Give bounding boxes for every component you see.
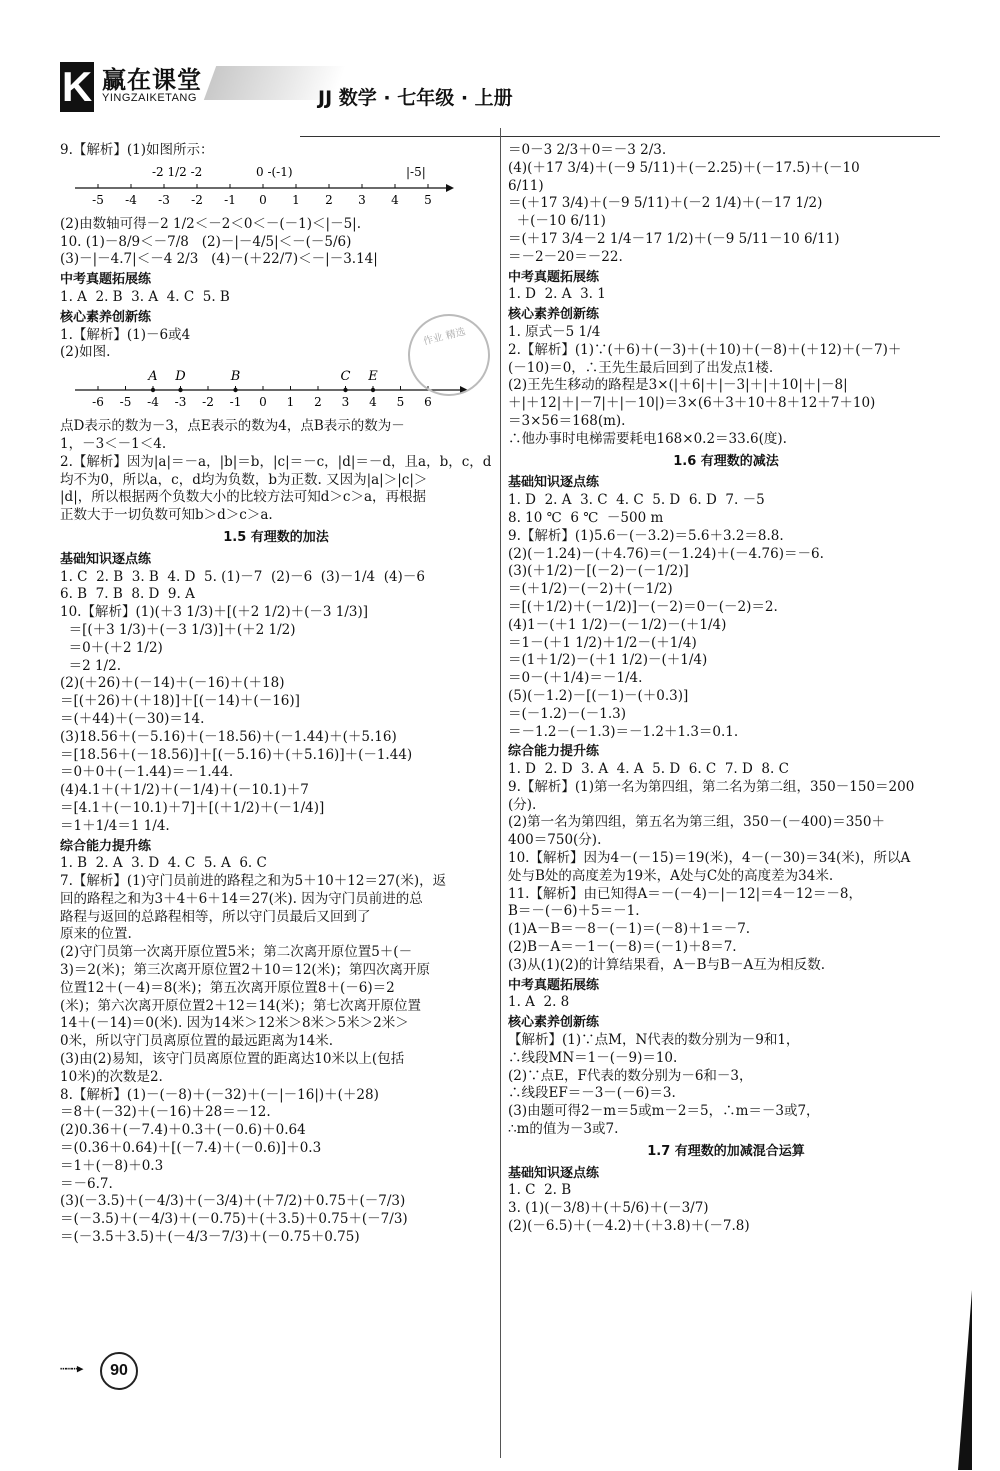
- answer-line: (1)A－B＝－8－(－1)＝(－8)＋1＝－7.: [508, 921, 751, 938]
- section-title: 综合能力提升练: [508, 744, 600, 760]
- answer-line: ＝[18.56＋(－18.56)]＋[(－5.16)＋(＋5.16)]＋(－1.44): [60, 746, 413, 763]
- logo-subtitle: YINGZAIKETANG: [102, 92, 197, 104]
- answer-line: (2)(＋26)＋(－14)＋(－16)＋(＋18): [60, 675, 285, 692]
- answer-line: ∴他办事时电梯需要耗电168×0.2＝33.6(度).: [508, 430, 787, 447]
- answer-line: ＝[4.1＋(－10.1)＋7]＋[(＋1/2)＋(－1/4)]: [60, 799, 325, 816]
- answer-line: 7.【解析】(1)守门员前进的路程之和为5＋10＋12＝27(米)，返: [60, 873, 447, 890]
- arrow-dots-icon: ⋯⋯⋯▶: [60, 1362, 83, 1375]
- answer-line: ＝0－3 2/3＋0＝－3 2/3.: [508, 142, 667, 158]
- answer-line: ＝2 1/2.: [60, 657, 121, 674]
- section-title: 基础知识逐点练: [508, 475, 600, 491]
- answer-line: ＝[(＋1/2)＋(－1/2)]－(－2)＝0－(－2)＝2.: [508, 598, 778, 615]
- section-title: 基础知识逐点练: [60, 551, 152, 567]
- point-label: D: [175, 369, 186, 385]
- answer-line: ＝[(＋26)＋(＋18)]＋[(－14)＋(－16)]: [60, 693, 300, 710]
- tick-label: 6: [424, 395, 432, 410]
- point-label: A: [148, 369, 158, 385]
- answer-line: (3)18.56＋(－5.16)＋(－18.56)＋(－1.44)＋(＋5.16): [60, 728, 397, 745]
- answer-line: 原来的位置.: [60, 926, 132, 943]
- answer-line: ∴线段EF＝－3－(－6)＝3.: [508, 1085, 676, 1102]
- tick-label: 0: [259, 192, 267, 207]
- answer-line: 回的路程之和为3＋4＋6＋14＝27(米). 因为守门员前进的总: [60, 890, 423, 907]
- answer-line: 9.【解析】(1)第一名为第四组，第二名为第二组，350－150＝200: [508, 778, 915, 795]
- number-line-1-svg: [60, 164, 480, 212]
- answer-line: (－10)＝0，∴王先生最后回到了出发点1楼.: [508, 359, 774, 376]
- answer-line: B＝－(－6)＋5＝－1.: [508, 903, 640, 920]
- answer-line: ＝1＋(－8)＋0.3: [60, 1157, 164, 1174]
- answer-line: 1. D 2. A 3. C 4. C 5. D 6. D 7. －5: [508, 492, 765, 509]
- tick-label: 3: [341, 395, 350, 410]
- answer-line: 8. 10 ℃ 6 ℃ －500 m: [508, 509, 664, 526]
- answer-line: 1. D 2. A 3. 1: [508, 286, 606, 303]
- answer-line: 6. B 7. B 8. D 9. A: [60, 586, 195, 603]
- answer-line: (2)如图.: [60, 344, 111, 361]
- answer-line: 1. C 2. B 3. B 4. D 5. (1)－7 (2)－6 (3)－1/4 (4)－6: [60, 568, 425, 585]
- numline1-label: -2 1/2 -2: [152, 164, 203, 179]
- answer-line: 3. (1)(－3/8)＋(＋5/6)＋(－3/7): [508, 1200, 709, 1217]
- answer-line: ＝0＋0＋(－1.44)＝－1.44.: [60, 764, 234, 781]
- answer-line: (4)4.1＋(＋1/2)＋(－1/4)＋(－10.1)＋7: [60, 782, 309, 799]
- section-title: 中考真题拓展练: [60, 272, 152, 288]
- answer-line: (2)第一名为第四组，第五名为第三组，350－(－400)＝350＋: [508, 814, 885, 831]
- answer-line: (5)(－1.2)－[(－1)－(＋0.3)]: [508, 687, 689, 704]
- tick-label: -5: [92, 192, 104, 207]
- tick-label: 4: [391, 192, 399, 207]
- answer-line: ＝(－3.5＋3.5)＋(－4/3－7/3)＋(－0.75＋0.75): [60, 1229, 360, 1246]
- answer-line: (2)(－1.24)－(＋4.76)＝(－1.24)＋(－4.76)＝－6.: [508, 545, 824, 562]
- book-title: JJ 数学 · 七年级 · 上册: [318, 87, 513, 109]
- answer-line: ∴m的值为－3或7.: [508, 1121, 619, 1138]
- answer-line: 11.【解析】由已知得A＝－(－4)－|－12|＝4－12＝－8，: [508, 885, 862, 902]
- answer-line: 2.【解析】(1)∵(＋6)＋(－3)＋(＋10)＋(－8)＋(＋12)＋(－7)＋: [508, 341, 902, 358]
- answer-line: 0米，所以守门员离原位置的最远距离为14米.: [60, 1033, 334, 1050]
- answer-line: ＝(＋1/2)－(－2)＋(－1/2): [508, 581, 673, 598]
- answer-line: ＝0＋(＋2 1/2): [60, 639, 163, 656]
- answer-line: 处与B处的高度差为19米，A处与C处的高度差为34米.: [508, 867, 834, 884]
- answer-line: (2)守门员第一次离开原位置5米；第二次离开原位置5＋(－: [60, 944, 413, 961]
- answer-line: ＝(＋17 3/4)＋(－9 5/11)＋(－2 1/4)＋(－17 1/2): [508, 195, 823, 212]
- answer-line: ＝1－(＋1 1/2)＋1/2－(＋1/4): [508, 634, 697, 651]
- stamp-text: 作业 精选: [422, 326, 467, 348]
- answer-line: 1. B 2. A 3. D 4. C 5. A 6. C: [60, 855, 267, 872]
- answer-line: ＝1＋1/4＝1 1/4.: [60, 817, 170, 834]
- answer-line: (米)；第六次离开原位置2＋12＝14(米)；第七次离开原位置: [60, 997, 422, 1014]
- answer-line: 【解析】(1)∵点M，N代表的数分别为－9和1，: [508, 1032, 800, 1049]
- answer-line: ＝[(＋3 1/3)＋(－3 1/3)]＋(＋2 1/2): [60, 621, 296, 638]
- tick-label: 2: [314, 395, 322, 410]
- section-title: 综合能力提升练: [60, 838, 152, 854]
- answer-line: (2)王先生移动的路程是3×(|＋6|＋|－3|＋|＋10|＋|－8|: [508, 377, 848, 394]
- answer-line: ＝(0.36＋0.64)＋[(－7.4)＋(－0.6)]＋0.3: [60, 1140, 322, 1157]
- tick-label: 1: [292, 192, 300, 207]
- answer-line: 位置12＋(－4)＝8(米)；第五次离开原位置8＋(－6)＝2: [60, 979, 395, 996]
- answer-line: ＝8＋(－32)＋(－16)＋28＝－12.: [60, 1104, 271, 1121]
- section-title: 中考真题拓展练: [508, 269, 600, 285]
- logo-title: 赢在课堂: [102, 66, 202, 94]
- answer-line: ＝(－3.5)＋(－4/3)＋(－0.75)＋(＋3.5)＋0.75＋(－7/3): [60, 1211, 408, 1228]
- answer-line: 10.【解析】因为4－(－15)＝19(米)，4－(－30)＝34(米)，所以A: [508, 850, 911, 867]
- section-title: 核心素养创新练: [508, 307, 600, 323]
- answer-line: (3)由题可得2－m＝5或m－2＝5，∴m＝－3或7，: [508, 1103, 820, 1120]
- answer-line: 路程与返回的总路程相等，所以守门员最后又回到了: [60, 908, 371, 925]
- point-label: B: [230, 369, 241, 385]
- answer-line: 9.【解析】(1)如图所示：: [60, 142, 214, 158]
- header-divider: [300, 136, 940, 137]
- answer-line: ＝(－1.2)－(－1.3): [508, 705, 627, 722]
- section-title: 核心素养创新练: [508, 1015, 600, 1031]
- tick-label: 5: [396, 395, 405, 410]
- answer-line: ＝－1.2－(－1.3)＝－1.2＋1.3＝0.1.: [508, 723, 739, 740]
- tick-label: 4: [369, 395, 377, 410]
- answer-line: 1. A 2. B 3. A 4. C 5. B: [60, 288, 230, 305]
- answer-line: ∴线段MN＝1－(－9)＝10.: [508, 1049, 678, 1066]
- answer-line: 1. C 2. B: [508, 1182, 572, 1199]
- chapter-title: 1.6 有理数的减法: [673, 453, 779, 469]
- page-number-badge: 90: [100, 1352, 138, 1390]
- answer-line: ＝－6.7.: [60, 1175, 113, 1192]
- answer-line: 1. A 2. 8: [508, 994, 570, 1011]
- answer-line: 9.【解析】(1)5.6－(－3.2)＝5.6＋3.2＝8.8.: [508, 527, 784, 544]
- answer-line: 14＋(－14)＝0(米). 因为14米＞12米＞8米＞5米＞2米＞: [60, 1015, 409, 1032]
- answer-line: (2)B－A＝－1－(－8)＝(－1)＋8＝7.: [508, 939, 737, 956]
- chapter-title: 1.7 有理数的加减混合运算: [647, 1143, 805, 1159]
- left-column: [60, 142, 492, 1247]
- numline1-label: |-5|: [406, 164, 426, 179]
- logo-icon: K: [61, 63, 93, 110]
- answer-line: 均不为0，所以a，c，d均为负数，b为正数. 又因为|a|＞|c|＞: [60, 471, 428, 488]
- tick-label: -1: [224, 192, 236, 207]
- answer-line: (2)0.36＋(－7.4)＋0.3＋(－0.6)＋0.64: [60, 1122, 306, 1139]
- answer-line: ＝－2－20＝－22.: [508, 248, 623, 265]
- answer-line: (2)∵点E，F代表的数分别为－6和－3，: [508, 1067, 753, 1084]
- answer-line: ＝(＋44)＋(－30)＝14.: [60, 710, 205, 727]
- answer-line: 6/11): [508, 177, 544, 194]
- answer-line: 10. (1)－8/9＜－7/8 (2)－|－4/5|＜－(－5/6): [60, 233, 352, 250]
- number-line-1: [60, 164, 492, 212]
- answer-line: 1.【解析】(1)－6或4: [60, 326, 191, 343]
- corner-decoration: [958, 1290, 972, 1470]
- right-column: [508, 142, 944, 1236]
- answer-line: (2)(－6.5)＋(－4.2)＋(＋3.8)＋(－7.8): [508, 1218, 750, 1235]
- section-title: 基础知识逐点练: [508, 1165, 600, 1181]
- tick-label: -5: [119, 395, 132, 410]
- tick-label: -2: [191, 192, 203, 207]
- answer-line: (分).: [508, 796, 537, 813]
- answer-line: 正数大于一切负数可知b＞d＞c＞a.: [60, 507, 273, 524]
- answer-line: (4)(＋17 3/4)＋(－9 5/11)＋(－2.25)＋(－17.5)＋(－10: [508, 159, 860, 176]
- answer-line: (3)从(1)(2)的计算结果看，A－B与B－A互为相反数.: [508, 956, 825, 973]
- tick-label: 5: [424, 192, 432, 207]
- answer-line: 1，－3＜－1＜4.: [60, 435, 167, 452]
- tick-label: -1: [229, 395, 242, 410]
- answer-line: ＋|＋12|＋|－7|＋|－10|)＝3×(6＋3＋10＋8＋12＋7＋10): [508, 395, 876, 412]
- answer-line: ＝(1＋1/2)－(＋1 1/2)－(＋1/4): [508, 652, 708, 669]
- answer-line: (3)(－3.5)＋(－4/3)＋(－3/4)＋(＋7/2)＋0.75＋(－7/3): [60, 1193, 406, 1210]
- answer-line: ＋(－10 6/11): [508, 213, 606, 230]
- answer-line: (3)－|－4.7|＜－4 2/3 (4)－(＋22/7)＜－|－3.14|: [60, 251, 378, 268]
- numline1-label: 0 -(-1): [256, 164, 293, 179]
- answer-line: 2.【解析】因为|a|＝－a，|b|＝b，|c|＝－c，|d|＝－d，且a，b，c，d: [60, 453, 492, 470]
- tick-label: 1: [286, 395, 295, 410]
- answer-line: 400＝750(分).: [508, 832, 602, 849]
- answer-line: ＝3×56＝168(m).: [508, 412, 626, 429]
- section-title: 中考真题拓展练: [508, 977, 600, 993]
- answer-line: (4)1－(＋1 1/2)－(－1/2)－(＋1/4): [508, 616, 727, 633]
- chapter-title: 1.5 有理数的加法: [223, 529, 329, 545]
- answer-line: 3)＝2(米)；第三次离开原位置2＋10＝12(米)；第四次离开原: [60, 962, 430, 979]
- tick-label: 2: [325, 192, 333, 207]
- answer-line: ＝(＋17 3/4－2 1/4－17 1/2)＋(－9 5/11－10 6/11): [508, 230, 840, 247]
- column-divider: [500, 128, 501, 1458]
- tick-label: -3: [174, 395, 187, 410]
- answer-line: 1. D 2. D 3. A 4. A 5. D 6. C 7. D 8. C: [508, 761, 789, 778]
- tick-label: -2: [202, 395, 214, 410]
- answer-line: (3)由(2)易知，该守门员离原位置的距离达10米以上(包括: [60, 1051, 405, 1068]
- answer-line: (3)(＋1/2)－[(－2)－(－1/2)]: [508, 563, 689, 580]
- answer-line: 8.【解析】(1)－(－8)＋(－32)＋(－|－16|)＋(＋28): [60, 1086, 379, 1103]
- tick-label: -3: [158, 192, 170, 207]
- arrow-icon: [446, 184, 454, 192]
- tick-label: -6: [92, 395, 104, 410]
- tick-label: -4: [147, 395, 159, 410]
- section-title: 核心素养创新练: [60, 309, 152, 325]
- answer-line: 10米)的次数是2.: [60, 1068, 163, 1085]
- page-number: [60, 1352, 180, 1392]
- tick-label: 0: [259, 395, 267, 410]
- answer-line: 10.【解析】(1)(＋3 1/3)＋[(＋2 1/2)＋(－3 1/3)]: [60, 604, 369, 621]
- answer-line: 点D表示的数为－3，点E表示的数为4，点B表示的数为－: [60, 418, 405, 435]
- answer-line: 1. 原式－5 1/4: [508, 323, 601, 340]
- answer-line: (2)由数轴可得－2 1/2＜－2＜0＜－(－1)＜|－5|.: [60, 215, 362, 232]
- answer-line: ＝0－(＋1/4)＝－1/4.: [508, 670, 643, 687]
- tick-label: 3: [358, 192, 366, 207]
- point-label: C: [340, 369, 351, 385]
- tick-label: -4: [125, 192, 137, 207]
- point-label: E: [368, 369, 378, 385]
- answer-line: |d|，所以根据两个负数大小的比较方法可知d＞c＞a，再根据: [60, 489, 426, 506]
